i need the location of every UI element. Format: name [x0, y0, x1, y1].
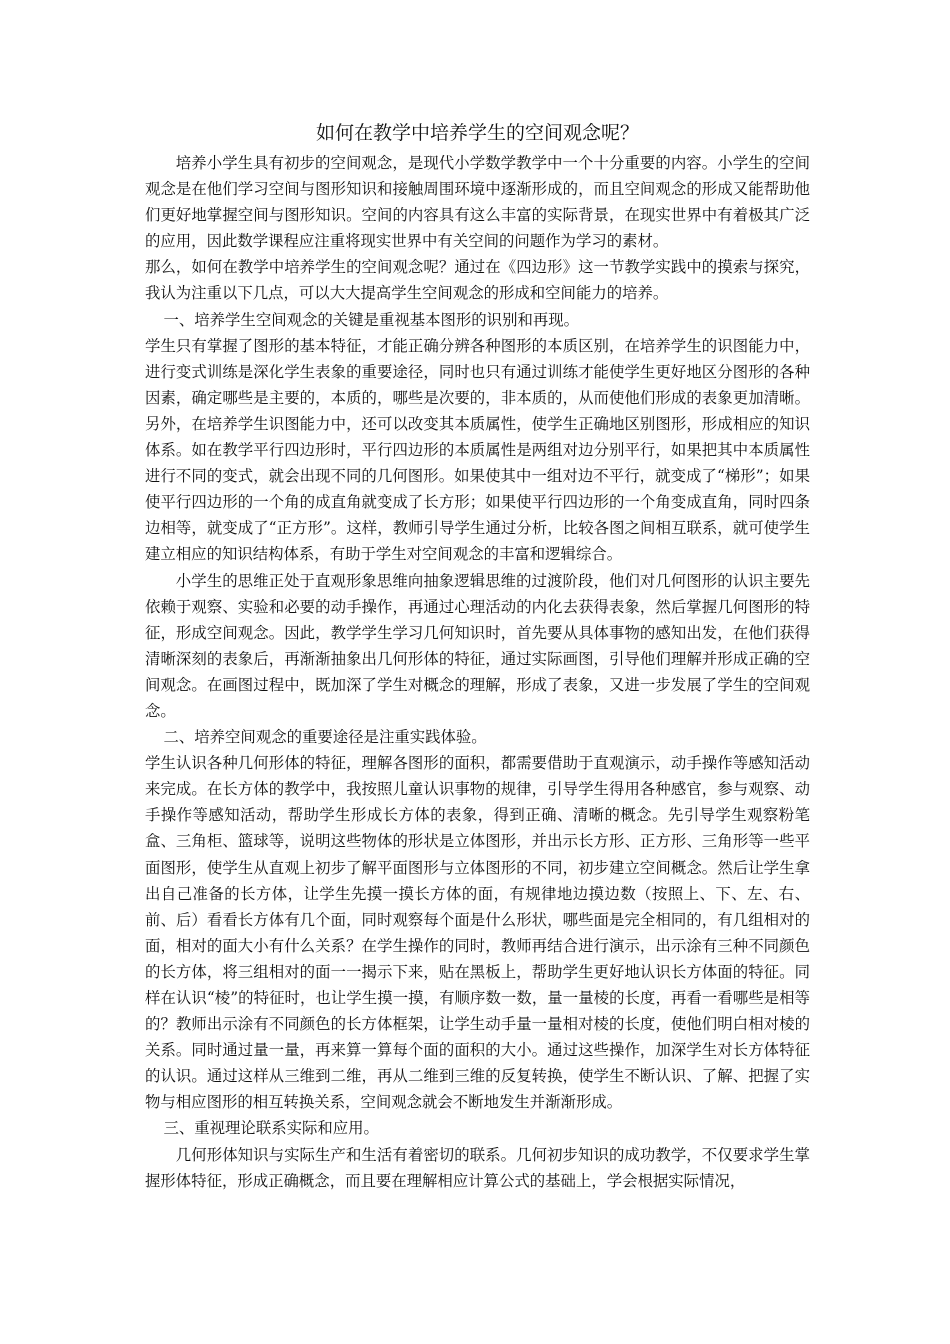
section-heading: 二、培养空间观念的重要途径是注重实践体验。: [163, 728, 487, 747]
paragraph: 学生只有掌握了图形的基本特征，才能正确分辨各种图形的本质区别，在培养学生的识图能力中，进行变式训练是深化学生表象的重要途径，同时也只有通过训练才能使学生更好地区分图形的各种因素，确定哪些是主要的，本质的，哪些是次要的，非本质的，从而使他们形成的表象更加清晰。另外，在培养学生识图能力中，还可以改变其本质属性，使学生正确地区别图形，形成相应的知识体系。如在教学平行四边形时，平行四边形的本质属性是两组对边分别平行，如果把其中本质属性进行不同的变式，就会出现不同的几何图形。如果使其中一组对边不平行，就变成了“梯形”；如果使平行四边形的一个角的成直角就变成了长方形；如果使平行四边形的一个角变成直角，同时四条边相等，就变成了“正方形”。这样，教师引导学生通过分析，比较各图之间相互联系，就可使学生建立相应的知识结构体系，有助于学生对空间观念的丰富和逻辑综合。: [145, 336, 810, 564]
section-heading: 三、重视理论联系实际和应用。: [163, 1119, 379, 1138]
paragraph: 学生认识各种几何形体的特征，理解各图形的面积，都需要借助于直观演示，动手操作等感知活动来完成。在长方体的教学中，我按照儿童认识事物的规律，引导学生得用各种感官，参与观察、动手操作等感知活动，帮助学生形成长方体的表象，得到正确、清晰的概念。先引导学生观察粉笔盒、三角柜、篮球等，说明这些物体的形状是立体图形，并出示长方形、正方形、三角形等一些平面图形，使学生从直观上初步了解平面图形与立体图形的不同，初步建立空间概念。然后让学生拿出自己准备的长方体，让学生先摸一摸长方体的面，有规律地边摸边数（按照上、下、左、右、前、后）看看长方体有几个面，同时观察每个面是什么形状，哪些面是完全相同的，有几组相对的面，相对的面大小有什么关系？在学生操作的同时，教师再结合进行演示，出示涂有三种不同颜色的长方体，将三组相对的面一一揭示下来，贴在黑板上，帮助学生更好地认识长方体面的特征。同样在认识“棱”的特征时，也让学生摸一摸，有顺序数一数，量一量棱的长度，再看一看哪些是相等的？教师出示涂有不同颜色的长方体框架，让学生动手量一量相对棱的长度，使他们明白相对棱的关系。同时通过量一量，再来算一算每个面的面积的大小。通过这些操作，加深学生对长方体特征的认识。通过这样从三维到二维，再从二维到三维的反复转换，使学生不断认识、了解、把握了实物与相应图形的相互转换关系，空间观念就会不断地发生并渐渐形成。: [145, 754, 810, 1112]
paragraph: 几何形体知识与实际生产和生活有着密切的联系。几何初步知识的成功教学，不仅要求学生掌握形体特征，形成正确概念，而且要在理解相应计算公式的基础上，学会根据实际情况，: [145, 1145, 810, 1190]
document-page: [145, 118, 810, 1194]
section-heading: 一、培养学生空间观念的关键是重视基本图形的识别和再现。: [163, 310, 580, 329]
paragraph: 那么，如何在教学中培养学生的空间观念呢？通过在《四边形》这一节教学实践中的摸索与探究，我认为注重以下几点，可以大大提高学生空间观念的形成和空间能力的培养。: [145, 258, 810, 303]
document-body: [145, 150, 810, 1194]
document-title: 如何在教学中培养学生的空间观念呢？: [315, 122, 639, 144]
paragraph: 小学生的思维正处于直观形象思维向抽象逻辑思维的过渡阶段，他们对几何图形的认识主要先依赖于观察、实验和必要的动手操作，再通过心理活动的内化去获得表象，然后掌握几何图形的特征，形成空间观念。因此，教学学生学习几何知识时，首先要从具体事物的感知出发，在他们获得清晰深刻的表象后，再渐渐抽象出几何形体的特征，通过实际画图，引导他们理解并形成正确的空间观念。在画图过程中，既加深了学生对概念的理解，形成了表象，又进一步发展了学生的空间观念。: [145, 571, 810, 720]
paragraph: 培养小学生具有初步的空间观念，是现代小学数学教学中一个十分重要的内容。小学生的空间观念是在他们学习空间与图形知识和接触周围环境中逐渐形成的，而且空间观念的形成又能帮助他们更好地掌握空间与图形知识。空间的内容具有这么丰富的实际背景，在现实世界中有着极其广泛的应用，因此数学课程应注重将现实世界中有关空间的问题作为学习的素材。: [145, 154, 810, 251]
